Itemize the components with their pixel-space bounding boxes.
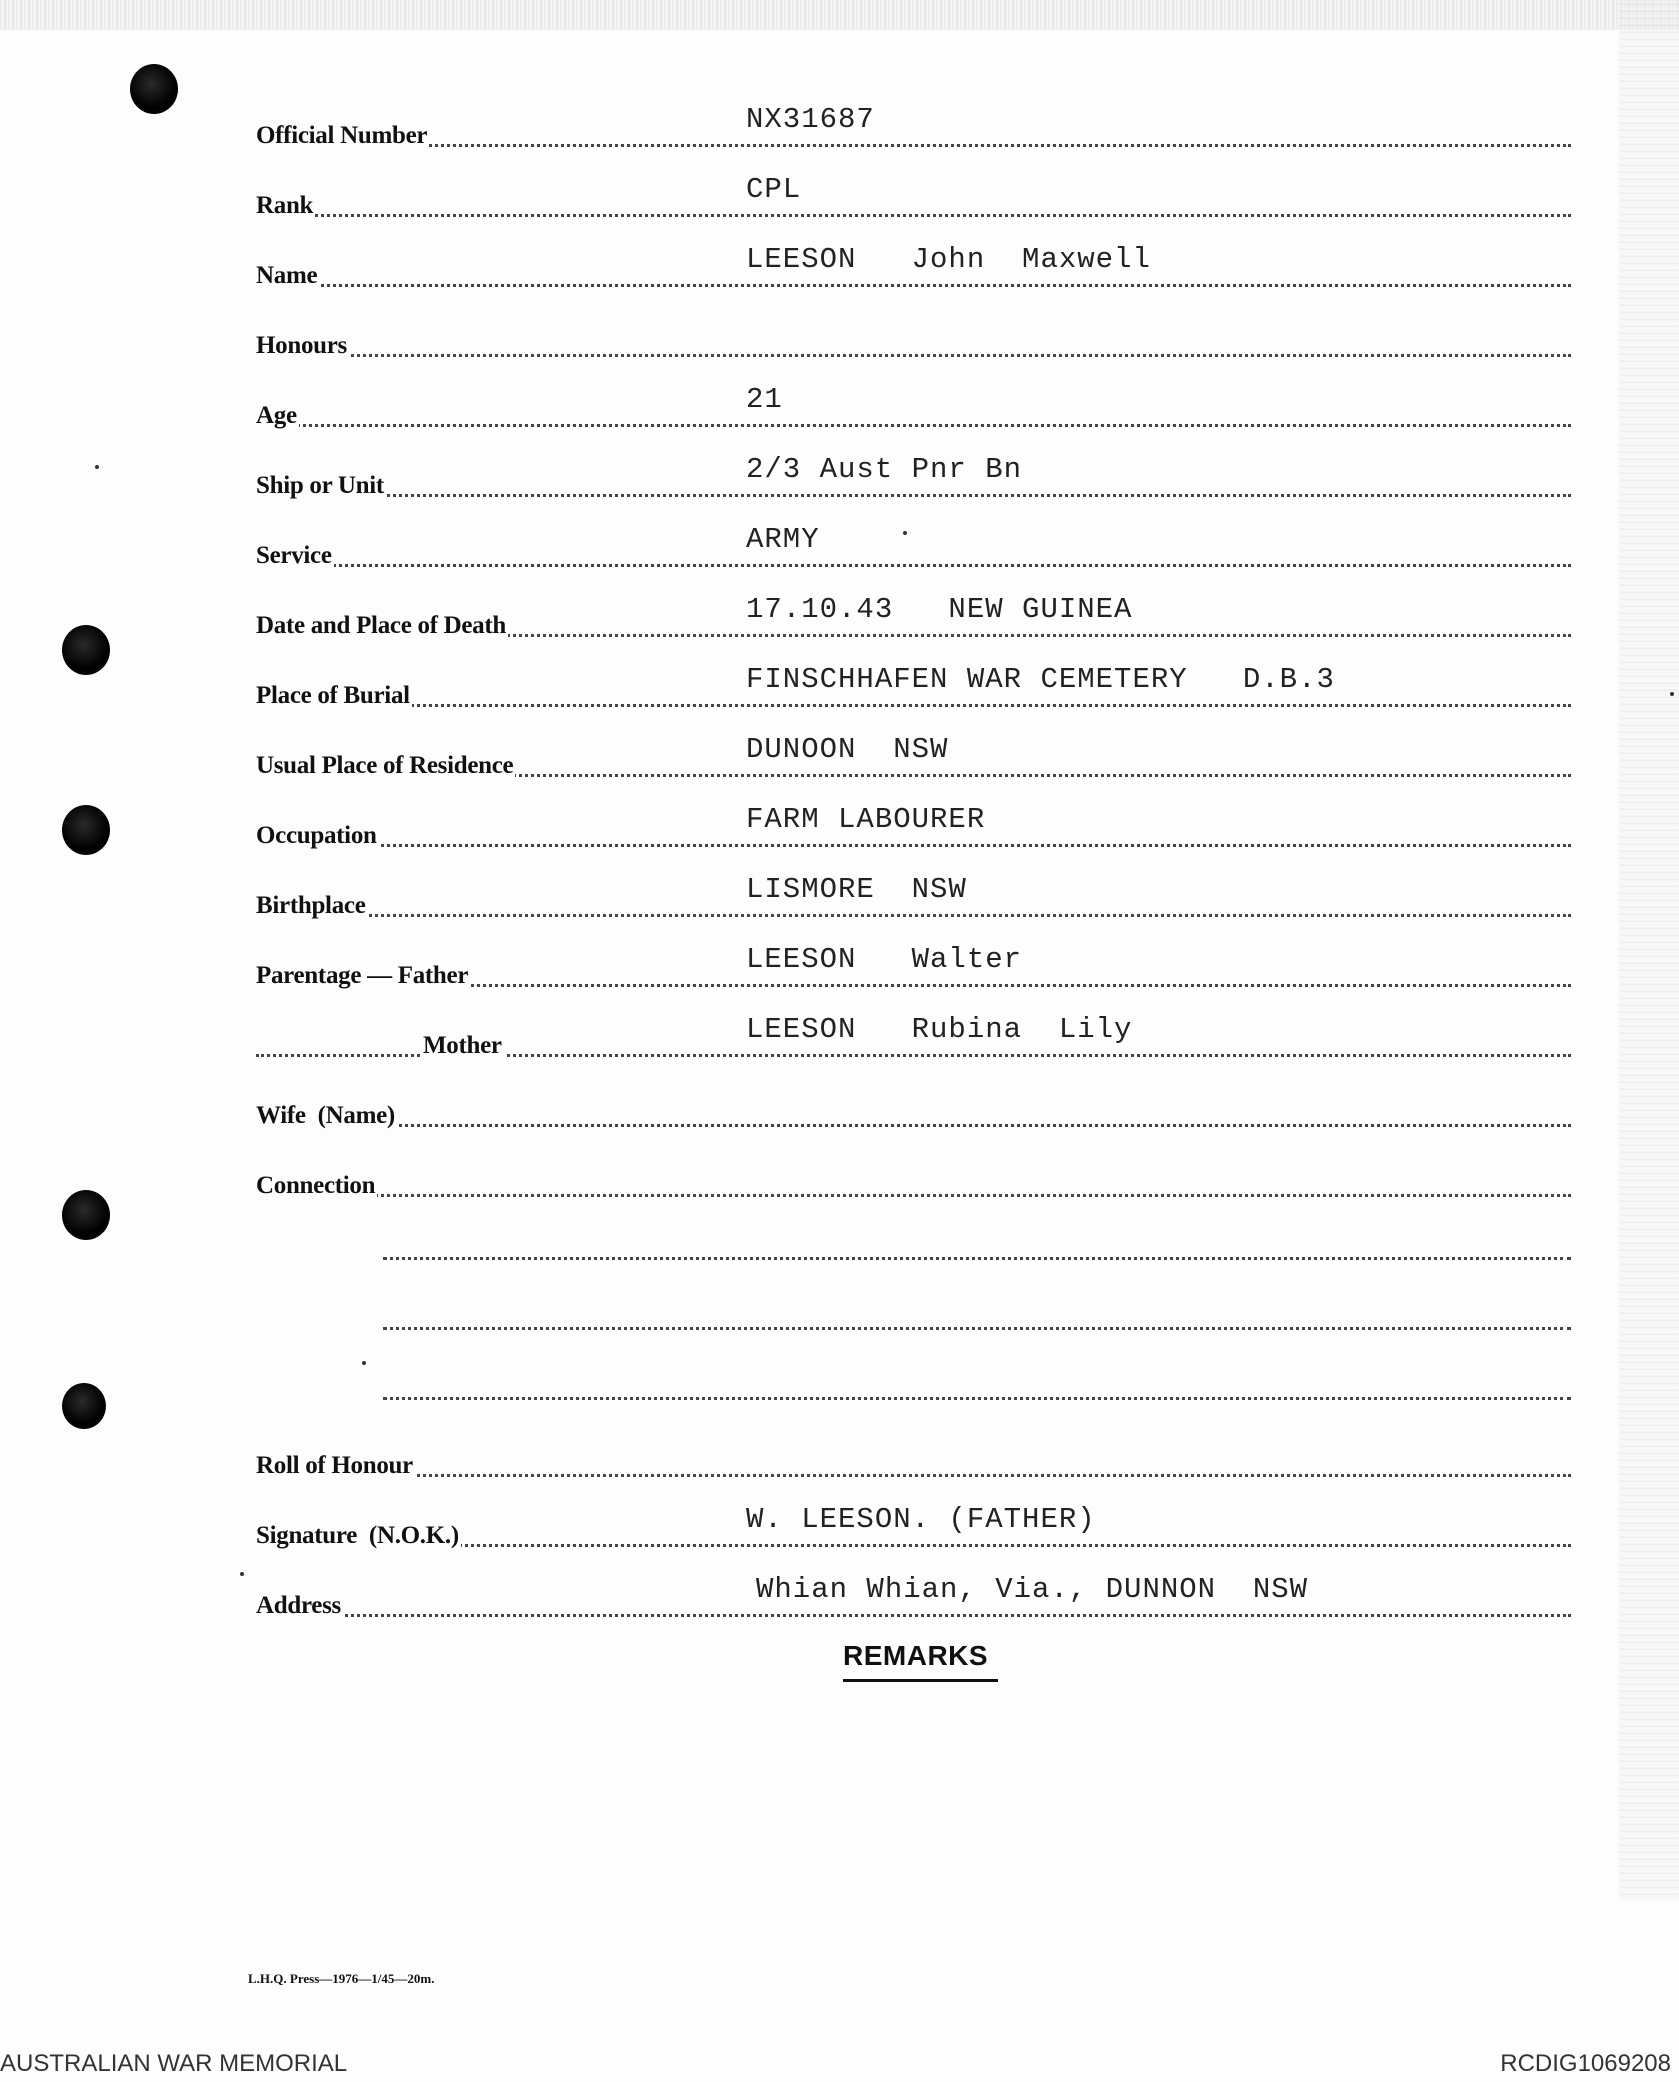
field-date-place-of-death [256, 593, 1571, 642]
connection-dotted-line [383, 1323, 1571, 1330]
punch-hole-icon [130, 64, 178, 114]
field-name [256, 243, 1571, 292]
speck [95, 465, 99, 469]
dotted-line [256, 844, 1571, 847]
field-label: Connection [256, 1172, 376, 1199]
field-label: Name [256, 262, 318, 289]
field-official-number [256, 103, 1571, 152]
dotted-line [256, 144, 1571, 147]
punch-hole-icon [62, 1383, 106, 1429]
dotted-line [256, 914, 1571, 917]
dotted-line [256, 214, 1571, 217]
field-value: W. LEESON. (FATHER) [746, 1503, 1096, 1536]
field-label: Rank [256, 192, 314, 219]
field-label: Service [256, 542, 332, 569]
field-label: Date and Place of Death [256, 612, 506, 639]
dotted-line [256, 424, 1571, 427]
field-label: Occupation [256, 822, 377, 849]
field-value: 2/3 Aust Pnr Bn [746, 453, 1023, 486]
field-value: 21 [746, 383, 783, 416]
field-place-of-burial [256, 663, 1571, 712]
field-value: LEESON John Maxwell [746, 243, 1151, 276]
speck [240, 1572, 244, 1576]
dotted-line [256, 494, 1571, 497]
field-label: Mother [423, 1032, 502, 1059]
field-occupation [256, 803, 1571, 852]
field-label: Usual Place of Residence [256, 752, 514, 779]
dotted-line [256, 1474, 1571, 1477]
field-honours [256, 322, 1571, 362]
speck [362, 1361, 366, 1365]
scan-artifact-top [0, 0, 1679, 30]
dotted-line [256, 354, 1571, 357]
dotted-line [256, 1124, 1571, 1127]
field-parentage-mother [256, 1013, 1571, 1062]
field-label: Signature (N.O.K.) [256, 1522, 459, 1549]
field-parentage-father [256, 943, 1571, 992]
remarks-heading: REMARKS [843, 1640, 989, 1671]
scan-artifact-right [1619, 0, 1679, 1900]
punch-hole-icon [62, 805, 110, 855]
field-value: LISMORE NSW [746, 873, 967, 906]
field-label: Honours [256, 332, 347, 359]
connection-dotted-line [383, 1393, 1571, 1400]
field-label: Parentage — Father [256, 962, 469, 989]
speck [1670, 692, 1674, 696]
field-usual-residence [256, 733, 1571, 782]
field-value: ARMY [746, 523, 820, 556]
connection-dotted-line [383, 1253, 1571, 1260]
field-age [256, 383, 1571, 432]
field-value: DUNOON NSW [746, 733, 949, 766]
field-value: LEESON Rubina Lily [746, 1013, 1133, 1046]
field-value: Whian Whian, Via., DUNNON NSW [756, 1573, 1309, 1606]
dotted-line [256, 1614, 1571, 1617]
field-label: Wife (Name) [256, 1102, 395, 1129]
dotted-line [256, 704, 1571, 707]
footer-catalogue-id: RCDIG1069208 [1500, 2050, 1671, 2077]
punch-hole-icon [62, 1190, 110, 1240]
remarks-underline [843, 1679, 998, 1682]
field-value: FARM LABOURER [746, 803, 986, 836]
field-label: Age [256, 402, 297, 429]
field-value: CPL [746, 173, 802, 206]
field-wife-name [256, 1092, 1571, 1132]
field-birthplace [256, 873, 1571, 922]
field-label: Place of Burial [256, 682, 410, 709]
field-value: FINSCHHAFEN WAR CEMETERY D.B.3 [746, 663, 1335, 696]
field-value: NX31687 [746, 103, 875, 136]
field-label: Ship or Unit [256, 472, 384, 499]
field-label: Address [256, 1592, 341, 1619]
field-signature-nok [256, 1503, 1571, 1552]
field-value: 17.10.43 NEW GUINEA [746, 593, 1133, 626]
speck [903, 531, 907, 535]
field-address [256, 1573, 1571, 1622]
punch-hole-icon [62, 625, 110, 675]
field-rank [256, 173, 1571, 222]
field-connection [256, 1162, 1571, 1202]
dotted-line [256, 564, 1571, 567]
field-label: Official Number [256, 122, 428, 149]
field-label: Birthplace [256, 892, 366, 919]
field-label: Roll of Honour [256, 1452, 413, 1479]
field-ship-or-unit [256, 453, 1571, 502]
dotted-line [256, 1194, 1571, 1197]
printer-imprint: L.H.Q. Press—1976—1/45—20m. [248, 1971, 435, 1986]
footer-institution: AUSTRALIAN WAR MEMORIAL [0, 2050, 348, 2077]
field-roll-of-honour [256, 1442, 1571, 1482]
dotted-line [256, 284, 1571, 287]
field-value: LEESON Walter [746, 943, 1023, 976]
field-service [256, 523, 1571, 572]
